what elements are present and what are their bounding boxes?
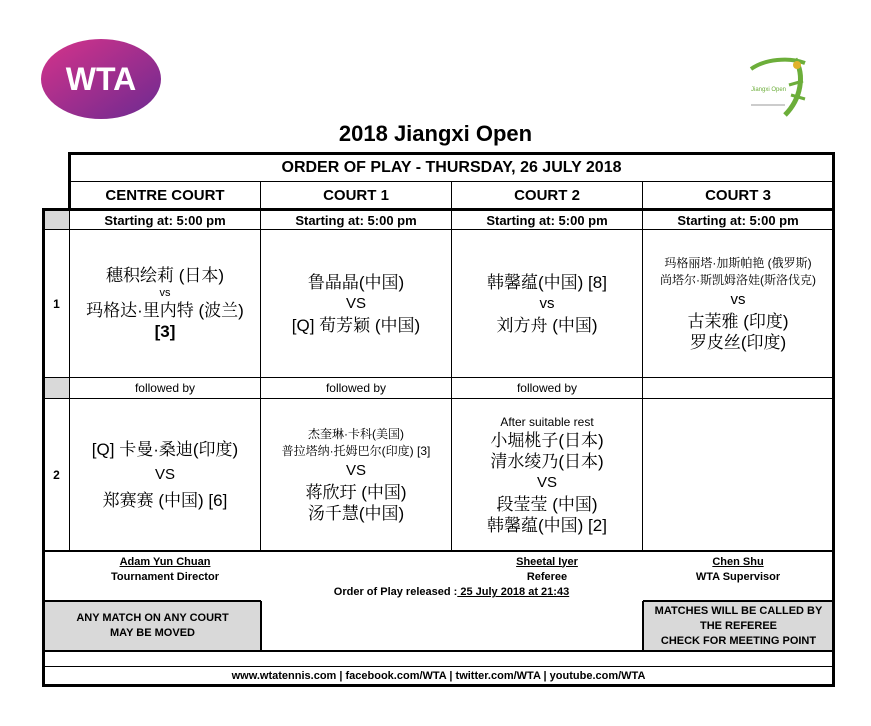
jiangxi-logo-text: Jiangxi Open xyxy=(751,87,787,93)
match-r1-centre xyxy=(70,230,260,377)
note-left-line: MAY BE MOVED xyxy=(110,627,195,639)
vs-label: vs xyxy=(539,294,555,312)
player: [Q] 卡曼·桑迪(印度) xyxy=(91,439,239,459)
player: 杰奎琳·卡科(美国) xyxy=(308,426,404,441)
note-right xyxy=(644,602,833,650)
note-right-line: CHECK FOR MEETING POINT xyxy=(660,634,817,647)
official-role: Referee xyxy=(526,570,568,583)
vs-label: VS xyxy=(345,461,366,479)
vs-label: VS xyxy=(345,294,366,312)
official-role: Tournament Director xyxy=(111,570,219,583)
court-header-3: COURT 3 xyxy=(705,186,771,204)
row-number-2: 2 xyxy=(53,467,60,482)
vs-label: VS xyxy=(536,473,557,491)
player: 尚塔尔·斯凯姆洛娃(斯洛伐克) xyxy=(660,272,816,287)
match-r1-court1 xyxy=(261,230,451,377)
start-time-court1: Starting at: 5:00 pm xyxy=(295,212,417,228)
player: 汤千慧(中国) xyxy=(307,503,405,523)
official-wta-supervisor xyxy=(643,553,833,585)
vs-label: VS xyxy=(154,465,175,483)
player: 玛格丽塔·加斯帕艳 (俄罗斯) xyxy=(664,255,812,270)
followed-by-court1: followed by xyxy=(325,381,387,395)
page-title: 2018 Jiangxi Open xyxy=(338,121,533,146)
rest-note: After suitable rest xyxy=(500,414,594,429)
release-value: 25 July 2018 at 21:43 xyxy=(457,586,570,598)
row-number-1: 1 xyxy=(53,296,60,311)
player: 刘方舟 (中国) xyxy=(496,315,598,335)
player: 玛格达·里内特 (波兰) xyxy=(86,301,244,320)
court-header-2: COURT 2 xyxy=(514,186,580,204)
note-right-line: THE REFEREE xyxy=(699,619,777,632)
note-left xyxy=(44,602,261,650)
player: 蒋欣玗 (中国) xyxy=(305,482,407,502)
footer-links: www.wtatennis.com | facebook.com/WTA | twitter.com/WTA | youtube.com/WTA xyxy=(231,669,646,682)
player: 穗积绘莉 (日本) xyxy=(105,266,225,285)
release-line xyxy=(261,584,642,600)
followed-spacer-cell xyxy=(44,378,69,398)
jiangxi-open-logo xyxy=(745,55,813,120)
match-r1-court2 xyxy=(452,230,642,377)
wta-logo-text: WTA xyxy=(65,61,137,97)
vs-label: vs xyxy=(159,287,171,299)
player: [Q] 荀芳颖 (中国) xyxy=(291,315,421,335)
player: 小堀桃子(日本) xyxy=(490,430,604,450)
official-referee xyxy=(452,553,642,585)
start-time-centre: Starting at: 5:00 pm xyxy=(104,212,226,228)
official-name: Sheetal Iyer xyxy=(516,555,578,568)
match-r2-court2 xyxy=(452,399,642,550)
vs-label: vs xyxy=(730,290,746,308)
official-name: Chen Shu xyxy=(712,555,764,568)
match-r2-court1 xyxy=(261,399,451,550)
header-spacer-cell xyxy=(44,211,69,229)
wta-logo xyxy=(40,38,162,120)
player: 清水绫乃(日本) xyxy=(490,451,604,471)
official-role: WTA Supervisor xyxy=(695,570,781,583)
player: 罗皮丝(印度) xyxy=(689,332,787,352)
order-of-play-header: ORDER OF PLAY - THURSDAY, 26 JULY 2018 xyxy=(281,159,622,176)
player: 郑赛赛 (中国) [6] xyxy=(102,490,228,510)
player: 鲁晶晶(中国) xyxy=(307,272,405,292)
player: 古茉雅 (印度) xyxy=(687,311,789,331)
release-label: Order of Play released : xyxy=(333,586,458,598)
match-r2-centre xyxy=(70,399,260,550)
followed-by-centre: followed by xyxy=(134,381,196,395)
start-time-court3: Starting at: 5:00 pm xyxy=(677,212,799,228)
followed-by-court2: followed by xyxy=(516,381,578,395)
match-r1-court3 xyxy=(643,230,833,377)
court-header-1: COURT 1 xyxy=(323,186,389,204)
note-left-line: ANY MATCH ON ANY COURT xyxy=(76,612,229,624)
player: 韩馨蕴(中国) [2] xyxy=(487,515,607,535)
start-time-court2: Starting at: 5:00 pm xyxy=(486,212,608,228)
player: 段莹莹 (中国) xyxy=(496,494,598,514)
court-header-centre: CENTRE COURT xyxy=(105,186,225,204)
player: 韩馨蕴(中国) [8] xyxy=(487,272,607,292)
seed: [3] xyxy=(154,322,176,341)
player: 普拉塔纳·托姆巴尔(印度) [3] xyxy=(281,443,431,458)
note-right-line: MATCHES WILL BE CALLED BY xyxy=(654,604,823,617)
official-tournament-director xyxy=(70,553,260,585)
official-name: Adam Yun Chuan xyxy=(119,555,211,568)
